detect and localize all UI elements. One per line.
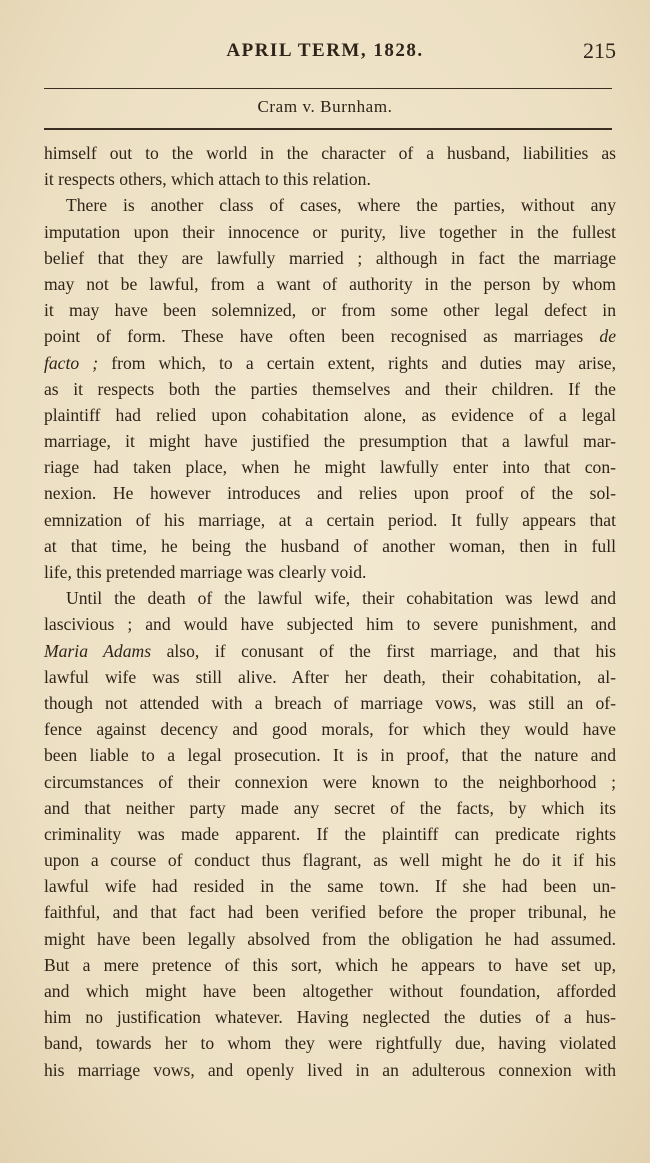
text-line: emnization of his marriage, at a certain period. It fully appears that	[44, 509, 616, 530]
text-line: plaintiff had relied upon cohabitation alone, as evidence of a legal	[44, 404, 616, 425]
header-rule-top	[44, 88, 612, 89]
text-line: marriage, it might have justified the presumption that a lawful mar-	[44, 431, 616, 452]
text-line: nexion. He however introduces and relies upon proof of the sol-	[44, 483, 616, 504]
text-line: criminality was made apparent. If the plaintiff can predicate rights	[44, 823, 616, 844]
text-line: riage had taken place, when he might lawfully enter into that con-	[44, 457, 616, 478]
text-line: imputation upon their innocence or purity, live together in the fullest	[44, 221, 616, 242]
running-head	[0, 40, 650, 74]
text-line: and that neither party made any secret of the facts, by which its	[44, 797, 616, 818]
text-line	[44, 350, 616, 376]
text-line: his marriage vows, and openly lived in an adulterous connexion with	[44, 1059, 616, 1080]
text-line: and which might have been altogether without foundation, afforded	[44, 981, 616, 1001]
text-line: though not attended with a breach of marriage vows, was still an of-	[44, 692, 616, 713]
text-line: band, towards her to whom they were rightfully due, having violated	[44, 1033, 616, 1054]
text-line: may not be lawful, from a want of authority in the person by whom	[44, 273, 616, 294]
text-line: lawful wife was still alive. After her death, their cohabitation, al-	[44, 666, 616, 687]
text-line: him no justification whatever. Having neglected the duties of a hus-	[44, 1007, 616, 1028]
italic-text: de	[599, 326, 616, 347]
italic-text: facto ;	[44, 352, 99, 373]
text-line: circumstances of their connexion were known to the neighborhood ;	[44, 771, 616, 792]
text-line: it may have been solemnized, or from some other legal defect in	[44, 300, 616, 321]
text-line: might have been legally absolved from the obligation he had assumed.	[44, 928, 616, 949]
text-line: There is another class of cases, where the parties, without any	[66, 195, 616, 216]
text-line: Until the death of the lawful wife, their cohabitation was lewd and	[66, 588, 616, 609]
running-title: APRIL TERM, 1828.	[226, 40, 424, 61]
text-line: it respects others, which attach to this relation.	[44, 169, 371, 190]
text-line	[44, 638, 616, 664]
text-segment: point of form. These have often been recognised as marriages	[44, 326, 584, 347]
text-line: been liable to a legal prosecution. It is in proof, that the nature and	[44, 745, 616, 766]
text-line: faithful, and that fact had been verified before the proper tribunal, he	[44, 902, 616, 923]
case-title: Cram v. Burnham.	[257, 97, 393, 116]
header-rule-bottom	[44, 128, 612, 130]
text-line: belief that they are lawfully married ; although in fact the marriage	[44, 247, 616, 268]
text-line: as it respects both the parties themselves and their children. If the	[44, 378, 616, 399]
text-line: But a mere pretence of this sort, which he appears to have set up,	[44, 954, 616, 975]
text-line: fence against decency and good morals, for which they would have	[44, 719, 616, 740]
text-line: lawful wife had resided in the same town. If she had been un-	[44, 876, 616, 897]
page-number: 215	[583, 38, 616, 63]
text-line: himself out to the world in the character of a husband, liabilities as	[44, 143, 616, 163]
body-text	[44, 140, 616, 1083]
text-line: life, this pretended marriage was clearly void.	[44, 562, 367, 582]
text-line: at that time, he being the husband of another woman, then in full	[44, 535, 616, 556]
text-segment: also, if conusant of the first marriage, and that his	[151, 640, 616, 661]
text-line	[44, 323, 616, 349]
text-line: lascivious ; and would have subjected him to severe punishment, and	[44, 614, 616, 635]
text-segment: from which, to a certain extent, rights and duties may arise,	[98, 352, 616, 373]
italic-text: Maria Adams	[44, 640, 152, 661]
text-line: upon a course of conduct thus flagrant, as well might he do it if his	[44, 850, 616, 871]
